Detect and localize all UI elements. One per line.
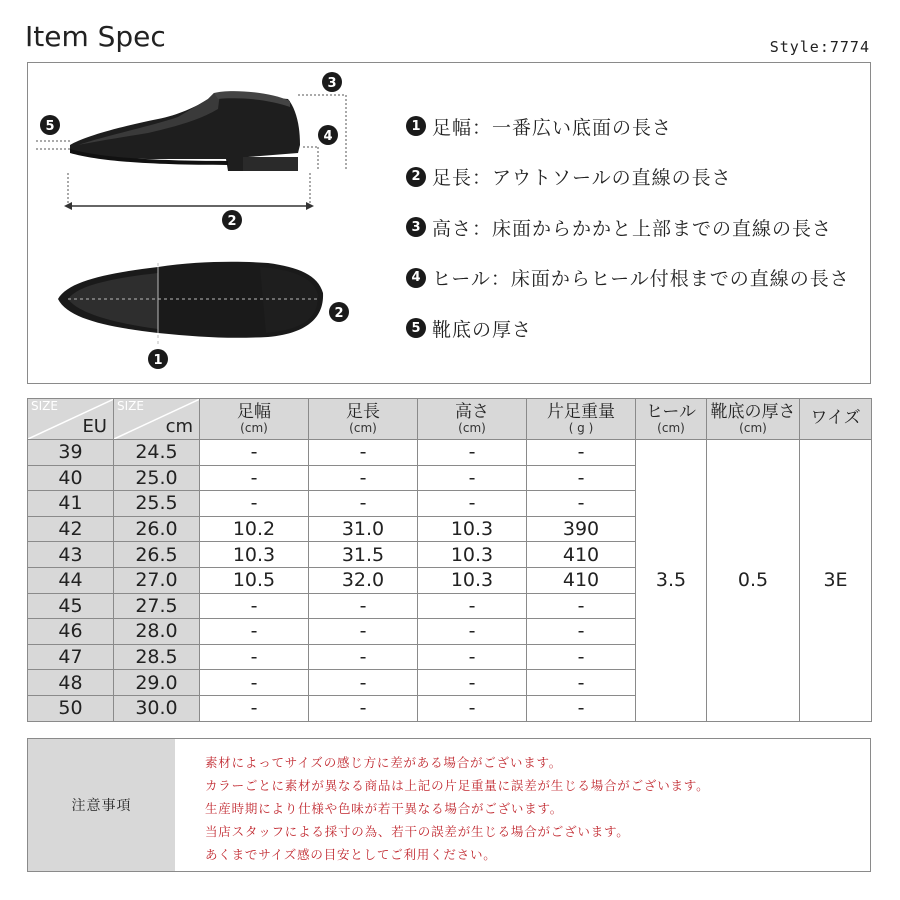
- legend-text-3: 高さ：床面からかかと上部までの直線の長さ: [432, 217, 833, 240]
- marker-4-text: 4: [323, 129, 333, 144]
- weight-cell: 410: [527, 542, 636, 568]
- length-cell: -: [309, 440, 418, 466]
- eu-cell: 46: [28, 619, 114, 645]
- header-height: 高さ (cm): [418, 399, 527, 440]
- legend-text-2: 足長：アウトソールの直線の長さ: [432, 167, 732, 190]
- width-cell: -: [200, 465, 309, 491]
- note-line: カラーごとに素材が異なる商品は上記の片足重量に誤差が生じる場合がございます。: [205, 778, 710, 793]
- marker-2b-text: 2: [334, 306, 344, 321]
- weight-cell: -: [527, 491, 636, 517]
- length-cell: 31.5: [309, 542, 418, 568]
- number-3-icon: 3: [406, 217, 426, 237]
- marker-5-icon: [40, 115, 60, 135]
- marker-2b-icon: [329, 302, 349, 322]
- height-cell: -: [418, 593, 527, 619]
- weight-cell: -: [527, 619, 636, 645]
- number-5-icon: 5: [406, 318, 426, 338]
- eu-cell: 43: [28, 542, 114, 568]
- height-cell: -: [418, 644, 527, 670]
- number-2-icon: 2: [406, 167, 426, 187]
- size-table: [27, 398, 872, 722]
- cm-cell: 28.0: [114, 619, 200, 645]
- height-cell: 10.3: [418, 542, 527, 568]
- wise-cell: 3E: [800, 440, 872, 722]
- cm-cell: 27.0: [114, 567, 200, 593]
- length-cell: -: [309, 593, 418, 619]
- cm-cell: 29.0: [114, 670, 200, 696]
- eu-label: EU: [82, 416, 107, 438]
- length-cell: -: [309, 695, 418, 721]
- weight-cell: 410: [527, 567, 636, 593]
- size-cm-header: [114, 399, 200, 440]
- note-line: 生産時期により仕様や色味が若干異なる場合がございます。: [205, 801, 564, 816]
- legend-item-4: [406, 253, 850, 304]
- shoe-sole-view: [58, 262, 323, 345]
- heel-cell: 3.5: [636, 440, 707, 722]
- number-4-icon: 4: [406, 268, 426, 288]
- eu-cell: 44: [28, 567, 114, 593]
- cm-label: cm: [165, 416, 193, 438]
- eu-cell: 41: [28, 491, 114, 517]
- weight-cell: -: [527, 440, 636, 466]
- marker-3-text: 3: [327, 76, 337, 91]
- length-cell: -: [309, 670, 418, 696]
- measurement-legend: [406, 101, 850, 354]
- note-line: あくまでサイズ感の目安としてご利用ください。: [205, 847, 497, 862]
- table-row: [28, 440, 872, 466]
- width-cell: 10.5: [200, 567, 309, 593]
- header-heel: ヒール (cm): [636, 399, 707, 440]
- legend-text-5: 靴底の厚さ: [432, 318, 533, 341]
- shoe-side-view: [36, 91, 346, 210]
- eu-cell: 45: [28, 593, 114, 619]
- cm-cell: 26.5: [114, 542, 200, 568]
- weight-cell: 390: [527, 516, 636, 542]
- marker-1b-text: 1: [153, 353, 163, 368]
- cm-cell: 24.5: [114, 440, 200, 466]
- marker-1b-icon: [148, 349, 168, 369]
- note-line: 当店スタッフによる採寸の為、若干の誤差が生じる場合がございます。: [205, 824, 630, 839]
- height-cell: -: [418, 670, 527, 696]
- note-line: 素材によってサイズの感じ方に差がある場合がございます。: [205, 755, 563, 770]
- weight-cell: -: [527, 465, 636, 491]
- length-cell: -: [309, 619, 418, 645]
- width-cell: 10.2: [200, 516, 309, 542]
- header-width: 足幅 (cm): [200, 399, 309, 440]
- size-eu-header: [28, 399, 114, 440]
- legend-text-1: 足幅：一番広い底面の長さ: [432, 116, 673, 139]
- eu-cell: 40: [28, 465, 114, 491]
- page-title: Item Spec: [25, 20, 166, 53]
- length-cell: -: [309, 491, 418, 517]
- height-cell: -: [418, 695, 527, 721]
- header-wise: ワイズ: [800, 399, 872, 440]
- header-length: 足長 (cm): [309, 399, 418, 440]
- cm-cell: 28.5: [114, 644, 200, 670]
- notes-label: 注意事項: [28, 739, 175, 871]
- width-cell: -: [200, 670, 309, 696]
- eu-cell: 47: [28, 644, 114, 670]
- height-cell: -: [418, 491, 527, 517]
- notes-list: [175, 739, 709, 871]
- marker-2-icon: [222, 210, 242, 230]
- weight-cell: -: [527, 695, 636, 721]
- marker-3-icon: [322, 72, 342, 92]
- number-1-icon: 1: [406, 116, 426, 136]
- cm-cell: 26.0: [114, 516, 200, 542]
- cm-cell: 27.5: [114, 593, 200, 619]
- height-cell: 10.3: [418, 567, 527, 593]
- marker-4-icon: [318, 125, 338, 145]
- weight-cell: -: [527, 593, 636, 619]
- cm-cell: 25.0: [114, 465, 200, 491]
- width-cell: -: [200, 644, 309, 670]
- width-cell: -: [200, 491, 309, 517]
- size-label: SIZE: [31, 399, 58, 413]
- height-cell: -: [418, 619, 527, 645]
- notes-panel: [27, 738, 871, 872]
- header-weight: 片足重量 ( g ): [527, 399, 636, 440]
- width-cell: -: [200, 440, 309, 466]
- style-code: Style:7774: [769, 38, 870, 56]
- legend-item-3: [406, 202, 850, 253]
- header-sole: 靴底の厚さ (cm): [707, 399, 800, 440]
- width-cell: 10.3: [200, 542, 309, 568]
- eu-cell: 39: [28, 440, 114, 466]
- table-body: [28, 440, 872, 722]
- width-cell: -: [200, 695, 309, 721]
- height-cell: 10.3: [418, 516, 527, 542]
- length-cell: 31.0: [309, 516, 418, 542]
- cm-cell: 30.0: [114, 695, 200, 721]
- sole-cell: 0.5: [707, 440, 800, 722]
- width-cell: -: [200, 619, 309, 645]
- table-header-row: [28, 399, 872, 440]
- eu-cell: 48: [28, 670, 114, 696]
- length-cell: 32.0: [309, 567, 418, 593]
- eu-cell: 50: [28, 695, 114, 721]
- height-cell: -: [418, 465, 527, 491]
- weight-cell: -: [527, 644, 636, 670]
- legend-item-2: [406, 152, 850, 203]
- size-label: SIZE: [117, 399, 144, 413]
- width-cell: -: [200, 593, 309, 619]
- legend-item-1: [406, 101, 850, 152]
- legend-item-5: [406, 303, 850, 354]
- height-cell: -: [418, 440, 527, 466]
- legend-text-4: ヒール：床面からヒール付根までの直線の長さ: [432, 268, 850, 291]
- cm-cell: 25.5: [114, 491, 200, 517]
- marker-5-text: 5: [45, 119, 55, 134]
- eu-cell: 42: [28, 516, 114, 542]
- length-cell: -: [309, 644, 418, 670]
- spec-diagram-panel: [27, 62, 871, 384]
- marker-2-text: 2: [227, 214, 237, 229]
- length-cell: -: [309, 465, 418, 491]
- weight-cell: -: [527, 670, 636, 696]
- shoe-diagram: [28, 63, 388, 383]
